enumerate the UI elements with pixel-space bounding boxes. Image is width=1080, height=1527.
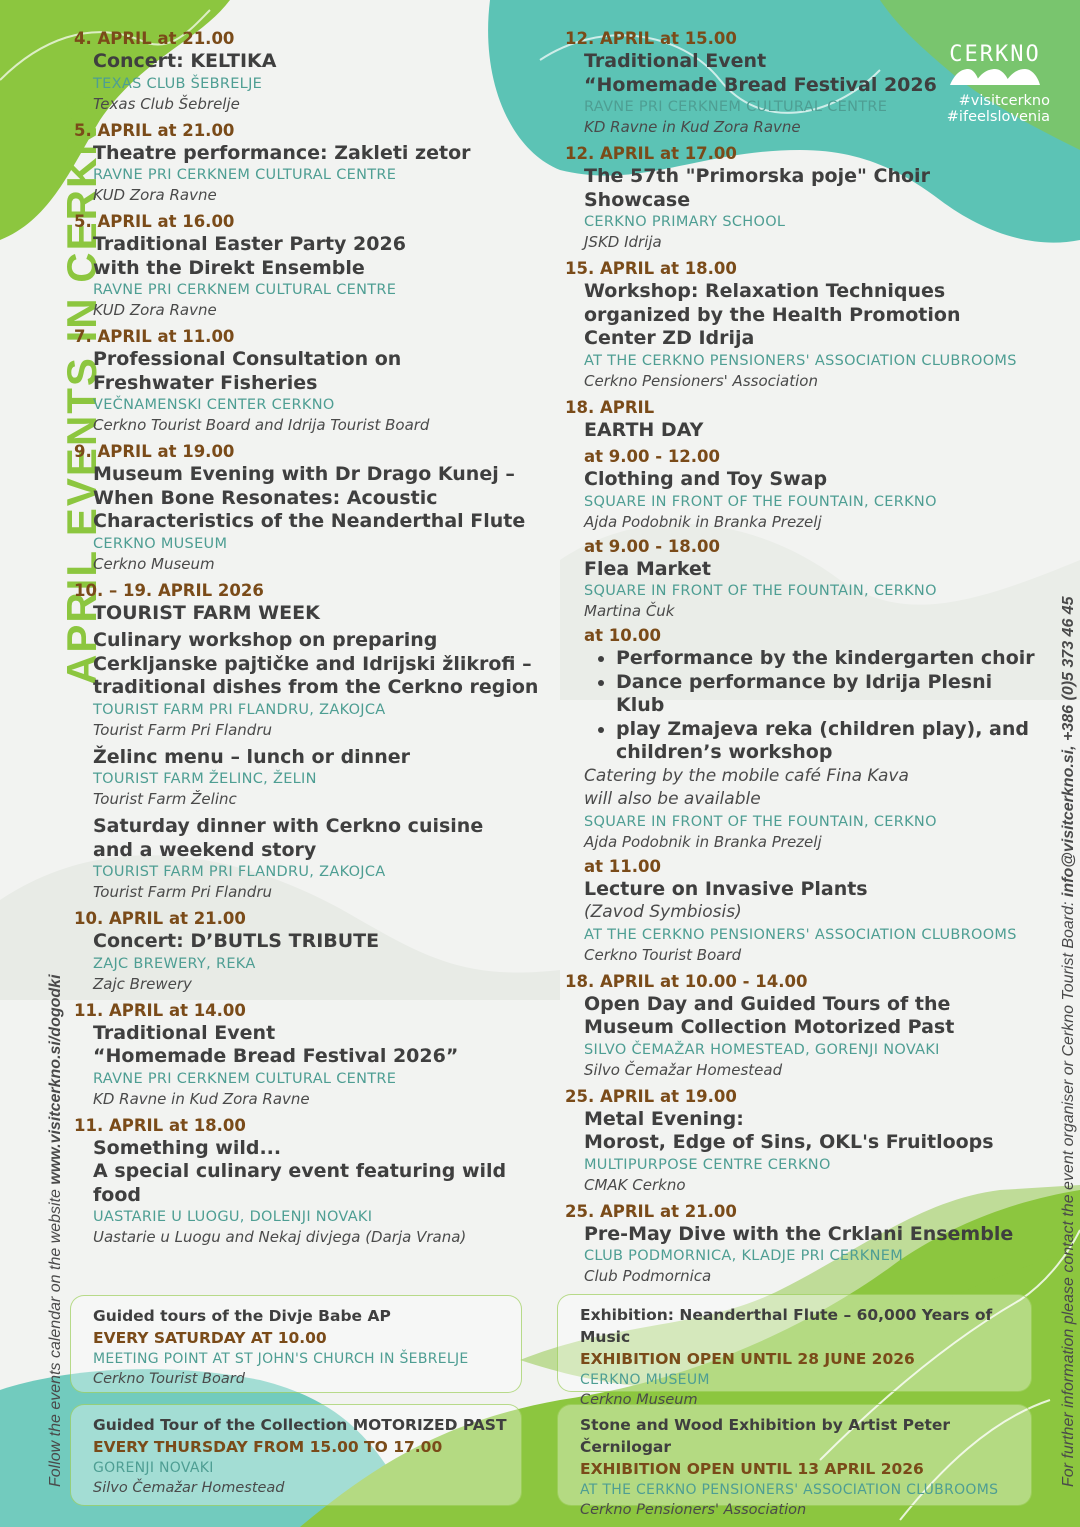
event-date: 7. APRIL at 11.00 [74,327,235,346]
event [74,120,554,206]
contact-details[interactable]: info@visitcerkno.si, +386 (0)5 373 46 45 [1060,596,1077,898]
box-title: Guided Tour of the Collection MOTORIZED PAST [93,1416,507,1434]
event-date: 10. APRIL at 21.00 [74,909,246,928]
event [74,28,554,114]
event-date: 12. APRIL at 17.00 [565,144,737,163]
event-organiser: KD Ravne in Kud Zora Ravne [584,118,801,136]
event-location: RAVNE PRI CERKNEM CULTURAL CENTRE [93,167,397,183]
event-location: SQUARE IN FRONT OF THE FOUNTAIN, CERKNO [584,493,937,510]
event-organiser: Cerkno Museum [93,554,215,573]
event-organiser: Ajda Podobnik in Branka Prezelj [584,512,822,531]
box-schedule: EXHIBITION OPEN UNTIL 13 APRIL 2026 [580,1460,924,1478]
event-date: 25. APRIL at 21.00 [565,1201,737,1221]
event-time: at 10.00 [584,626,661,645]
event-location: RAVNE PRI CERKNEM CULTURAL CENTRE [93,282,397,298]
event-title: Clothing and Toy Swap [584,468,828,490]
info-box-stone-wood [557,1404,1032,1518]
event-date: 11. APRIL at 18.00 [74,1115,246,1135]
event-location: TOURIST FARM ŽELINC, ŽELIN [93,771,317,787]
right-column [565,28,1035,1286]
event-location: CLUB PODMORNICA, KLADJE PRI CERKNEM [584,1248,903,1264]
event-title: Flea Market [584,557,712,580]
event [74,326,554,435]
event-title: Metal Evening: Morost, Edge of Sins, OKL's Fruitloops [584,1107,994,1153]
event-group [565,397,1035,965]
event [74,908,554,994]
event-location: CERKNO PRIMARY SCHOOL [584,214,786,230]
website-link[interactable]: www.visitcerkno.si/dogodki [47,974,64,1185]
event [74,211,554,320]
event-location: AT THE CERKNO PENSIONERS' ASSOCIATION CLUBROOMS [584,926,1017,943]
box-organiser: Cerkno Pensioners' Association [580,1502,807,1518]
left-column [74,28,554,1247]
event-title: Theatre performance: Zakleti zetor [93,141,471,164]
event [565,28,1035,137]
event [74,441,554,574]
event-time: at 9.00 - 18.00 [584,536,721,556]
hashtag-ifeelslovenia: #ifeelslovenia [946,109,1050,125]
box-title: Guided tours of the Divje Babe AP [93,1307,391,1325]
box-location: GORENJI NOVAKI [93,1460,214,1476]
event-location: SILVO ČEMAŽAR HOMESTEAD, GORENJI NOVAKI [584,1041,940,1058]
event-date: 5. APRIL at 16.00 [74,212,235,231]
box-title: Stone and Wood Exhibition by Artist Peter Černilogar [580,1416,951,1456]
event-date: 18. APRIL [565,397,655,417]
event-title: Traditional Event “Homemade Bread Festival 2026” [93,1021,459,1067]
hashtag-visitcerkno: #visitcerkno [958,93,1050,109]
website-note-prefix: Follow the events calendar on the website [47,1184,64,1487]
event-organiser: Zajc Brewery [93,974,192,993]
box-title: Exhibition: Neanderthal Flute – 60,000 Years of Music [580,1306,993,1346]
event-title: Traditional Easter Party 2026 with the Direkt Ensemble [93,233,406,279]
event-organiser: Silvo Čemažar Homestead [584,1060,783,1079]
event-organiser: JSKD Idrija [584,233,662,251]
box-schedule: EVERY SATURDAY AT 10.00 [93,1329,327,1347]
event-date: 10. – 19. APRIL 2026 [74,580,264,600]
event-date: 9. APRIL at 19.00 [74,442,235,461]
event-title: Pre-May Dive with the Crklani Ensemble [584,1222,1014,1245]
event-location: VEČNAMENSKI CENTER CERKNO [93,397,335,413]
event-organiser: KUD Zora Ravne [93,301,217,319]
page-title: APRIL EVENTS IN CERKNO [58,88,105,685]
list-item: • play Zmajeva reka (children play), and children’s workshop [616,718,1035,765]
logo-wordmark: CERKNO [949,42,1041,67]
event-location: UASTARIE U LUOGU, DOLENJI NOVAKI [93,1209,373,1225]
event-title: Concert: D’BUTLS TRIBUTE [93,930,380,952]
event-title: Open Day and Guided Tours of the Museum Collection Motorized Past [584,992,955,1038]
event-organiser: Club Podmornica [584,1267,712,1285]
event-title: Concert: KELTIKA [93,50,277,72]
event-date: 15. APRIL at 18.00 [565,259,737,278]
event-title: Culinary workshop on preparing Cerkljanske pajtičke and Idrijski žlikrofi – traditional dishes from the Cerkno region [93,629,539,698]
event-group-title: TOURIST FARM WEEK [93,601,320,624]
event-date: 25. APRIL at 19.00 [565,1086,737,1106]
event-organiser: Cerkno Tourist Board and Idrija Tourist Board [93,416,430,434]
event-organiser: Cerkno Tourist Board [584,945,742,964]
event-location: MULTIPURPOSE CENTRE CERKNO [584,1156,831,1173]
event-title: Traditional Event “Homemade Bread Festival 2026 [584,50,937,96]
event-location: AT THE CERKNO PENSIONERS' ASSOCIATION CLUBROOMS [584,352,1017,369]
box-location: CERKNO MUSEUM [580,1372,710,1388]
event-group-title: EARTH DAY [584,418,704,441]
event-date: 18. APRIL at 10.00 - 14.00 [565,971,808,991]
event-organiser: Ajda Podobnik in Branka Prezelj [584,832,822,851]
event-title: Museum Evening with Dr Drago Kunej – When Bone Resonates: Acoustic Characteristics of the Neanderthal Flute [93,463,526,532]
event-location: TOURIST FARM PRI FLANDRU, ZAKOJCA [93,864,386,880]
contact-note [1060,596,1078,1487]
event-title: Something wild... A special culinary event featuring wild food [93,1136,507,1206]
event-date: 4. APRIL at 21.00 [74,29,235,48]
event-location: RAVNE PRI CERKNEM CULTURAL CENTRE [93,1070,397,1087]
activity-list [565,647,1035,765]
info-box-neanderthal-flute [557,1294,1032,1408]
event [74,1115,554,1248]
event-organiser: Texas Club Šebrelje [93,94,240,113]
list-item: • Performance by the kindergarten choir [616,647,1035,671]
info-box-motorized-past [70,1404,522,1506]
event-organiser: KUD Zora Ravne [93,186,217,204]
box-schedule: EXHIBITION OPEN UNTIL 28 JUNE 2026 [580,1350,915,1368]
event-organiser: Martina Čuk [584,602,675,620]
event [565,1201,1035,1287]
event [565,1086,1035,1195]
event-location: ZAJC BREWERY, REKA [93,955,256,972]
event-title: Lecture on Invasive Plants [584,877,868,900]
event-organiser: Tourist Farm Pri Flandru [93,883,272,901]
event-date: 11. APRIL at 14.00 [74,1000,246,1020]
event-organiser: CMAK Cerkno [584,1175,686,1194]
event-location: CERKNO MUSEUM [93,535,228,552]
box-organiser: Silvo Čemažar Homestead [93,1480,285,1496]
event [74,1000,554,1109]
event-title: Workshop: Relaxation Techniques organized by the Health Promotion Center ZD Idrija [584,280,961,349]
event [565,971,1035,1080]
event-organiser: KD Ravne in Kud Zora Ravne [93,1089,310,1108]
info-box-divje-babe [70,1295,522,1393]
event-location: TEXAS CLUB ŠEBRELJE [93,75,263,92]
list-item: • Dance performance by Idrija Plesni Klub [616,671,1035,718]
event-location: SQUARE IN FRONT OF THE FOUNTAIN, CERKNO [584,583,937,599]
box-organiser: Cerkno Museum [580,1392,698,1408]
event-title: Želinc menu – lunch or dinner [93,745,410,768]
event-location: TOURIST FARM PRI FLANDRU, ZAKOJCA [93,701,386,718]
event-location: SQUARE IN FRONT OF THE FOUNTAIN, CERKNO [584,813,937,830]
event-organiser: Cerkno Pensioners' Association [584,371,818,390]
event-title: Saturday dinner with Cerkno cuisine and a weekend story [93,815,484,861]
catering-note: Catering by the mobile café Fina Kava will also be available [584,765,909,809]
box-organiser: Cerkno Tourist Board [93,1371,245,1387]
website-note [47,974,65,1487]
contact-note-prefix: For further information please contact the event organiser or Cerkno Tourist Board: [1060,897,1077,1487]
event-date: 5. APRIL at 21.00 [74,120,235,140]
event-date: 12. APRIL at 15.00 [565,29,737,48]
event-time: at 11.00 [584,856,661,876]
event-organiser: Uastarie u Luogu and Nekaj divjega (Darja Vrana) [93,1228,467,1246]
event-location: RAVNE PRI CERKNEM CULTURAL CENTRE [584,99,888,115]
event-organiser: Tourist Farm Želinc [93,790,237,808]
event-organiser: Tourist Farm Pri Flandru [93,720,272,739]
box-schedule: EVERY THURSDAY FROM 15.00 TO 17.00 [93,1438,443,1456]
event-title: The 57th "Primorska poje" Choir Showcase [584,165,930,211]
event-time: at 9.00 - 12.00 [584,447,721,466]
event-group [74,580,554,903]
event-note: (Zavod Symbiosis) [584,902,742,922]
event-title: Professional Consultation on Freshwater Fisheries [93,348,402,394]
event [565,258,1035,391]
event [565,143,1035,252]
box-location: AT THE CERKNO PENSIONERS' ASSOCIATION CLUBROOMS [580,1482,999,1498]
box-location: MEETING POINT AT ST JOHN'S CHURCH IN ŠEBRELJE [93,1351,469,1367]
